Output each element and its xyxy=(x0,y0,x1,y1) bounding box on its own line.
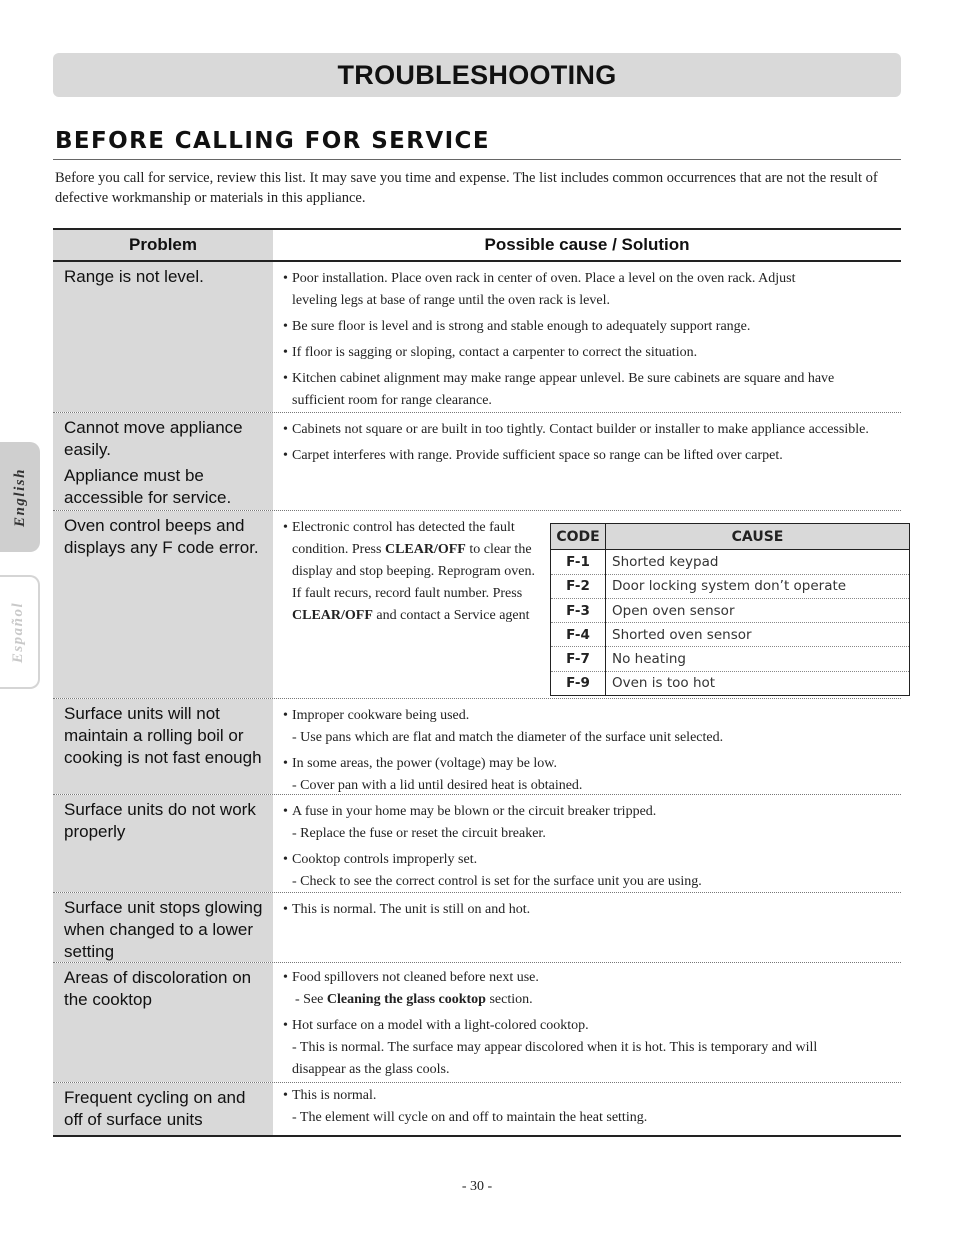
solution-item: • This is normal. xyxy=(283,1085,891,1107)
solution-cell xyxy=(273,893,901,962)
problem-cell xyxy=(53,413,273,510)
problem-cell xyxy=(53,1083,273,1135)
solution-cell xyxy=(273,413,901,510)
solution-item: • Carpet interferes with range. Provide sufficient space so range can be lifted over carpet. xyxy=(283,445,891,467)
fault-text: and contact a Service agent xyxy=(372,608,530,623)
clear-off-key: CLEAR/OFF xyxy=(292,608,373,623)
problem-text: Surface unit stops glowing when changed to a lower setting xyxy=(64,898,263,961)
header-solution: Possible cause / Solution xyxy=(484,235,690,254)
header-problem: Problem xyxy=(53,230,273,260)
table-row xyxy=(53,963,901,1083)
solution-item: • If floor is sagging or sloping, contact a carpenter to correct the situation. xyxy=(283,342,891,364)
table-row xyxy=(53,413,901,511)
solution-cell xyxy=(273,699,901,794)
solution-item: • Food spillovers not cleaned before next use. xyxy=(283,967,891,989)
problem-text: Areas of discoloration on the cooktop xyxy=(64,968,252,1009)
solution-item: • Poor installation. Place oven rack in center of oven. Place a level on the oven rack. Adjust leveling legs at base of range until the oven rack is level. xyxy=(283,268,812,312)
code-header: CODE xyxy=(551,524,606,550)
tab-spanish-label: Español xyxy=(10,601,27,663)
fault-code-table xyxy=(550,523,910,696)
fault-code: F-1 xyxy=(551,550,606,574)
table-row xyxy=(53,262,901,413)
solution-item: • Be sure floor is level and is strong and stable enough to adequately support range. xyxy=(283,316,891,338)
problem-cell xyxy=(53,963,273,1082)
problem-cell xyxy=(53,699,273,794)
fault-code-row xyxy=(551,671,910,695)
fault-cause: Oven is too hot xyxy=(612,675,716,692)
fault-code: F-4 xyxy=(551,623,606,647)
subitem-text: section. xyxy=(485,992,533,1007)
table-row xyxy=(53,893,901,963)
fault-code: F-3 xyxy=(551,598,606,622)
tab-english-label: English xyxy=(11,467,28,527)
solution-item: • Kitchen cabinet alignment may make range appear unlevel. Be sure cabinets are square and have sufficient room for range clearance. xyxy=(283,368,852,412)
solution-subitem: - Replace the fuse or reset the circuit breaker. xyxy=(292,826,546,841)
fault-cause: No heating xyxy=(606,647,910,671)
fault-code: F-2 xyxy=(551,574,606,598)
problem-text: Surface units do not work properly xyxy=(64,800,256,841)
subitem-text: - See xyxy=(295,992,327,1007)
solution-subitem: - Use pans which are flat and match the diameter of the surface unit selected. xyxy=(292,730,724,745)
fault-cause: Open oven sensor xyxy=(606,598,910,622)
fault-code-row xyxy=(551,623,910,647)
solution-cell xyxy=(273,795,901,892)
solution-item: • This is normal. The unit is still on and hot. xyxy=(283,899,891,921)
tab-spanish[interactable] xyxy=(0,575,40,689)
fault-text: Electronic control has detected the fault condition. Press xyxy=(292,520,515,557)
fault-text: to clear the display and stop beeping. Reprogram oven. If fault recurs, record fault number. Press xyxy=(292,542,536,601)
table-row xyxy=(53,511,901,699)
section-rule xyxy=(53,159,901,160)
fault-code-row xyxy=(551,550,910,574)
problem-text: Cannot move appliance easily. xyxy=(64,418,243,459)
solution-item: • Cabinets not square or are built in too tightly. Contact builder or installer to make appliance accessible. xyxy=(283,419,872,441)
problem-cell xyxy=(53,893,273,962)
solution-item: • In some areas, the power (voltage) may be low. xyxy=(283,753,891,775)
fault-code-row xyxy=(551,647,910,671)
fault-code-row xyxy=(551,574,910,598)
solution-cell xyxy=(273,963,901,1082)
solution-subitem: - Check to see the correct control is set for the surface unit you are using. xyxy=(292,874,702,889)
table-header xyxy=(53,228,901,262)
problem-cell xyxy=(53,795,273,892)
problem-text: Oven control beeps and displays any F code error. xyxy=(64,516,259,557)
problem-text: Frequent cycling on and off of surface units xyxy=(64,1088,246,1129)
solution-item: • Cooktop controls improperly set. xyxy=(283,849,891,871)
troubleshooting-table xyxy=(53,228,901,1137)
solution-subitem: - Cover pan with a lid until desired heat is obtained. xyxy=(292,778,583,793)
problem-text: Surface units will not maintain a rolling boil or cooking is not fast enough xyxy=(64,704,262,767)
solution-item: • A fuse in your home may be blown or the circuit breaker tripped. xyxy=(283,801,891,823)
fault-cause: Door locking system don’t operate xyxy=(606,574,910,598)
intro-text: Before you call for service, review this list. It may save you time and expense. The list includes common occurrences that are not the result of defective workmanship or materials in this appliance. xyxy=(55,170,878,206)
solution-subitem xyxy=(292,989,891,1011)
cause-header: CAUSE xyxy=(606,524,910,550)
clear-off-key: CLEAR/OFF xyxy=(384,542,466,557)
problem-cell xyxy=(53,262,273,412)
title-banner xyxy=(53,53,901,97)
fault-code: F-9 xyxy=(551,671,606,695)
table-row xyxy=(53,699,901,795)
fault-cause: Shorted oven sensor xyxy=(606,623,910,647)
solution-cell xyxy=(273,511,920,698)
table-row xyxy=(53,795,901,893)
fault-code-row xyxy=(551,598,910,622)
solution-cell xyxy=(273,262,901,412)
fault-code-header xyxy=(551,524,910,550)
page-title: TROUBLESHOOTING xyxy=(337,59,617,90)
fault-cause: Shorted keypad xyxy=(606,550,910,574)
page-number: - 30 - xyxy=(461,1179,493,1194)
solution-item: • Improper cookware being used. xyxy=(283,705,891,727)
tab-english[interactable] xyxy=(0,442,40,552)
problem-cell xyxy=(53,511,273,698)
section-title: BEFORE CALLING FOR SERVICE xyxy=(55,128,490,154)
solution-subitem: - The element will cycle on and off to maintain the heat setting. xyxy=(292,1110,648,1125)
solution-subitem: - This is normal. The surface may appear discolored when it is hot. This is temporary and will disappear as the glass cools. xyxy=(292,1040,818,1077)
solution-item: • Hot surface on a model with a light-colored cooktop. xyxy=(283,1015,891,1037)
fault-instructions xyxy=(283,517,544,692)
problem-text: Range is not level. xyxy=(64,267,204,286)
fault-code: F-7 xyxy=(551,647,606,671)
table-row xyxy=(53,1083,901,1137)
solution-cell xyxy=(273,1083,901,1135)
cleaning-section-ref: Cleaning the glass cooktop xyxy=(326,992,486,1007)
problem-text: Appliance must be accessible for service. xyxy=(64,466,232,507)
